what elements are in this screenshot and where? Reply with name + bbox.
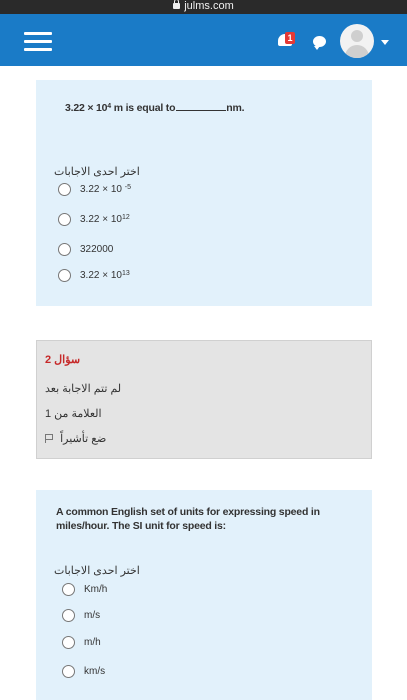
url-text: julms.com: [184, 0, 234, 12]
question-1-text: $3.22 \times 10^4$ m is equal to nm.: [65, 102, 245, 114]
radio-button[interactable]: [58, 243, 71, 256]
radio-button[interactable]: [62, 636, 75, 649]
user-avatar[interactable]: [340, 24, 374, 58]
radio-button[interactable]: [62, 583, 75, 596]
option-label: Km/h: [84, 584, 108, 595]
browser-url-bar[interactable]: [0, 0, 407, 14]
option-label: 322000: [80, 244, 114, 255]
radio-button[interactable]: [58, 183, 71, 196]
option-label: km/s: [84, 666, 106, 677]
choose-answer-label: اختر احدى الاجابات: [54, 166, 140, 178]
question-number: سؤال 2: [45, 354, 81, 366]
flag-icon: [45, 434, 53, 443]
question-status: لم تتم الاجابة بعد: [45, 383, 122, 395]
option-label: 3.22 × 10 $^{-5}$: [80, 184, 131, 195]
question-3-card: [36, 490, 372, 700]
menu-icon[interactable]: [24, 32, 52, 52]
option-2[interactable]: [58, 211, 178, 229]
option-4[interactable]: [62, 663, 162, 681]
question-mark: العلامة من 1: [45, 408, 102, 420]
question-3-text: A common English set of units for expressing speed in miles/hour. The SI unit for speed is:: [56, 506, 320, 532]
option-1[interactable]: [62, 581, 162, 599]
option-1[interactable]: [58, 181, 178, 199]
top-navbar: [0, 14, 407, 66]
option-label: $3.22 \times 10^{13}$: [80, 270, 130, 281]
messages-icon[interactable]: [313, 36, 326, 47]
radio-button[interactable]: [58, 213, 71, 226]
option-label: $3.22 \times 10^{12}$: [80, 214, 130, 225]
question-2-info: [36, 340, 372, 459]
option-3[interactable]: [58, 241, 178, 259]
flag-question-link[interactable]: ضع تأشيراً: [45, 432, 106, 445]
answer-blank: [176, 102, 226, 111]
choose-answer-label: اختر احدى الاجابات: [54, 565, 140, 577]
option-2[interactable]: [62, 607, 162, 625]
radio-button[interactable]: [58, 269, 71, 282]
option-label: m/s: [84, 610, 101, 621]
lock-icon: [173, 3, 180, 9]
option-3[interactable]: [62, 634, 162, 652]
option-4[interactable]: [58, 267, 178, 285]
question-1-card: [36, 80, 372, 306]
radio-button[interactable]: [62, 609, 75, 622]
option-label: m/h: [84, 637, 101, 648]
notifications-bell-icon[interactable]: [278, 32, 292, 48]
user-menu-caret-icon[interactable]: [381, 40, 389, 45]
notification-badge: 1: [285, 32, 295, 44]
radio-button[interactable]: [62, 665, 75, 678]
